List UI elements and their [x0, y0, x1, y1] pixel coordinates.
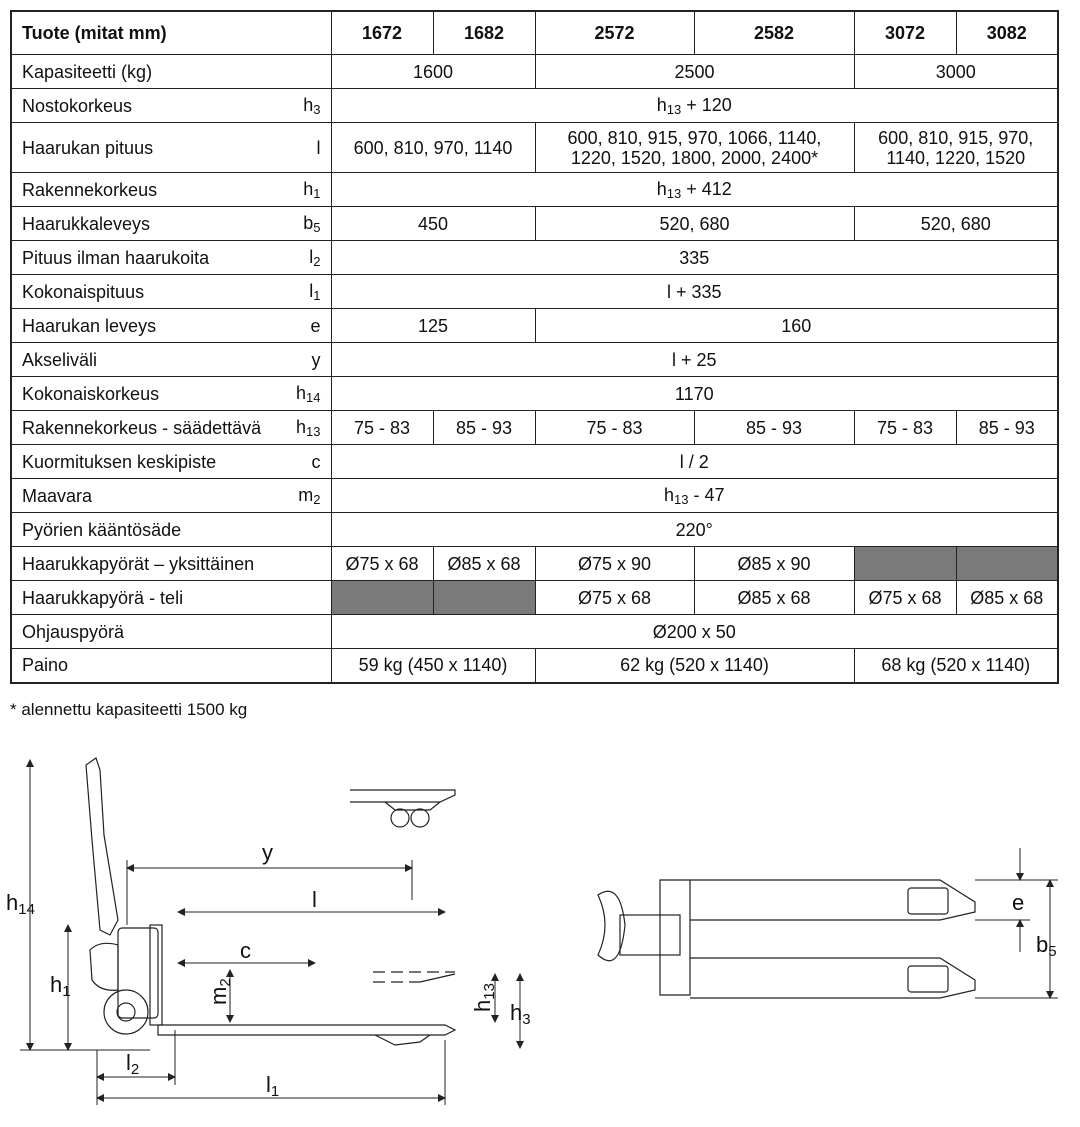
row-label: Haarukkaleveys $b_5$	[11, 207, 331, 241]
table-cell: l + 335	[331, 275, 1058, 309]
table-cell: $h_{13} + 120$	[331, 89, 1058, 123]
table-cell: 600, 810, 915, 970, 1066, 1140, 1220, 1520, 1800, 2000, 2400*	[535, 123, 854, 173]
row-label: Kokonaiskorkeus $h_{14}$	[11, 377, 331, 411]
row-label: Haarukkapyörät – yksittäinen	[11, 547, 331, 581]
label-b5: b5	[1036, 932, 1057, 960]
table-row	[11, 343, 1058, 377]
header-cell: 2572	[535, 11, 694, 55]
header-cell: 1672	[331, 11, 433, 55]
pallet-truck-drawing	[0, 730, 1080, 1120]
row-label: Kuormituksen keskipiste c	[11, 445, 331, 479]
tiller-top	[598, 891, 625, 960]
table-row	[11, 445, 1058, 479]
header-cell: 1682	[433, 11, 535, 55]
table-cell: 1170	[331, 377, 1058, 411]
pump-top	[620, 915, 680, 955]
table-cell: 600, 810, 915, 970, 1140, 1220, 1520	[854, 123, 1058, 173]
empty-cell	[854, 547, 956, 581]
row-label: Maavara $m_2$	[11, 479, 331, 513]
row-label: Ohjauspyörä	[11, 615, 331, 649]
label-l: l	[312, 887, 317, 912]
table-cell: 2500	[535, 55, 854, 89]
row-label: Nostokorkeus $h_3$	[11, 89, 331, 123]
row-label: Haarukan pituus l	[11, 123, 331, 173]
header-cell: Tuote (mitat mm)	[11, 11, 331, 55]
table-row	[11, 513, 1058, 547]
detail-wheel-2	[411, 809, 429, 827]
table-cell: Ø85 x 68	[956, 581, 1058, 615]
row-label: Kapasiteetti (kg)	[11, 55, 331, 89]
table-row	[11, 411, 1058, 445]
detail-wheel-1	[391, 809, 409, 827]
chassis-plate	[150, 925, 162, 1025]
spec-table	[10, 10, 1059, 684]
table-cell: l + 25	[331, 343, 1058, 377]
row-label: Kokonaispituus $l_1$	[11, 275, 331, 309]
table-row	[11, 89, 1058, 123]
table-cell: Ø85 x 68	[433, 547, 535, 581]
table-cell: 75 - 83	[535, 411, 694, 445]
spring-assembly	[90, 943, 118, 990]
table-cell: Ø75 x 68	[331, 547, 433, 581]
table-row	[11, 173, 1058, 207]
header-cell: 3082	[956, 11, 1058, 55]
row-label: Haarukkapyörä - teli	[11, 581, 331, 615]
table-cell: 62 kg (520 x 1140)	[535, 649, 854, 683]
label-m2: m2	[206, 978, 234, 1005]
table-row	[11, 479, 1058, 513]
label-h1: h1	[50, 972, 71, 1000]
fork-detail	[350, 790, 455, 802]
table-row	[11, 241, 1058, 275]
table-cell: l / 2	[331, 445, 1058, 479]
table-row	[11, 615, 1058, 649]
row-label: Akseliväli y	[11, 343, 331, 377]
handle-shape	[86, 758, 118, 935]
label-h14: h14	[6, 890, 35, 918]
table-cell: 68 kg (520 x 1140)	[854, 649, 1058, 683]
table-row	[11, 649, 1058, 683]
table-cell: Ø75 x 90	[535, 547, 694, 581]
table-row	[11, 275, 1058, 309]
row-label: Paino	[11, 649, 331, 683]
table-cell: 85 - 93	[694, 411, 854, 445]
label-c: c	[240, 938, 251, 963]
table-row	[11, 123, 1058, 173]
table-row	[11, 581, 1058, 615]
row-label: Haarukan leveys e	[11, 309, 331, 343]
table-row	[11, 547, 1058, 581]
table-cell: Ø75 x 68	[535, 581, 694, 615]
chassis-top	[660, 880, 690, 995]
label-l1: l1	[266, 1072, 280, 1100]
table-cell: 125	[331, 309, 535, 343]
table-cell: 160	[535, 309, 1058, 343]
table-cell: 85 - 93	[433, 411, 535, 445]
label-l2: l2	[126, 1050, 140, 1078]
table-cell: 450	[331, 207, 535, 241]
steer-wheel-outer	[104, 990, 148, 1034]
label-h3: h3	[510, 1000, 531, 1028]
table-cell: 59 kg (450 x 1140)	[331, 649, 535, 683]
label-y: y	[262, 840, 273, 865]
label-e: e	[1012, 890, 1025, 915]
table-cell: 520, 680	[535, 207, 854, 241]
row-label: Pituus ilman haarukoita $l_2$	[11, 241, 331, 275]
row-label: Rakennekorkeus - säädettävä $h_{13}$	[11, 411, 331, 445]
row-label: Rakennekorkeus $h_1$	[11, 173, 331, 207]
table-cell: 75 - 83	[854, 411, 956, 445]
empty-cell	[331, 581, 433, 615]
empty-cell	[433, 581, 535, 615]
table-cell: Ø85 x 90	[694, 547, 854, 581]
table-header-row	[11, 11, 1058, 55]
table-row	[11, 55, 1058, 89]
table-cell: 520, 680	[854, 207, 1058, 241]
table-row	[11, 207, 1058, 241]
header-cell: 2582	[694, 11, 854, 55]
table-row	[11, 377, 1058, 411]
table-cell: $h_{13} + 412$	[331, 173, 1058, 207]
fork-side	[158, 1025, 455, 1035]
fork-wheel	[375, 1035, 430, 1045]
pump-body	[118, 928, 158, 1018]
header-cell: 3072	[854, 11, 956, 55]
table-cell: 3000	[854, 55, 1058, 89]
table-cell: Ø85 x 68	[694, 581, 854, 615]
table-cell: Ø200 x 50	[331, 615, 1058, 649]
table-cell: 220°	[331, 513, 1058, 547]
table-row	[11, 309, 1058, 343]
row-label: Pyörien kääntösäde	[11, 513, 331, 547]
table-cell: 1600	[331, 55, 535, 89]
empty-cell	[956, 547, 1058, 581]
label-h13: h13	[470, 983, 498, 1012]
footnote: * alennettu kapasiteetti 1500 kg	[10, 700, 248, 719]
table-cell: 85 - 93	[956, 411, 1058, 445]
table-cell: 600, 810, 970, 1140	[331, 123, 535, 173]
table-cell: 335	[331, 241, 1058, 275]
table-cell: 75 - 83	[331, 411, 433, 445]
table-cell: $h_{13} - 47$	[331, 479, 1058, 513]
table-cell: Ø75 x 68	[854, 581, 956, 615]
